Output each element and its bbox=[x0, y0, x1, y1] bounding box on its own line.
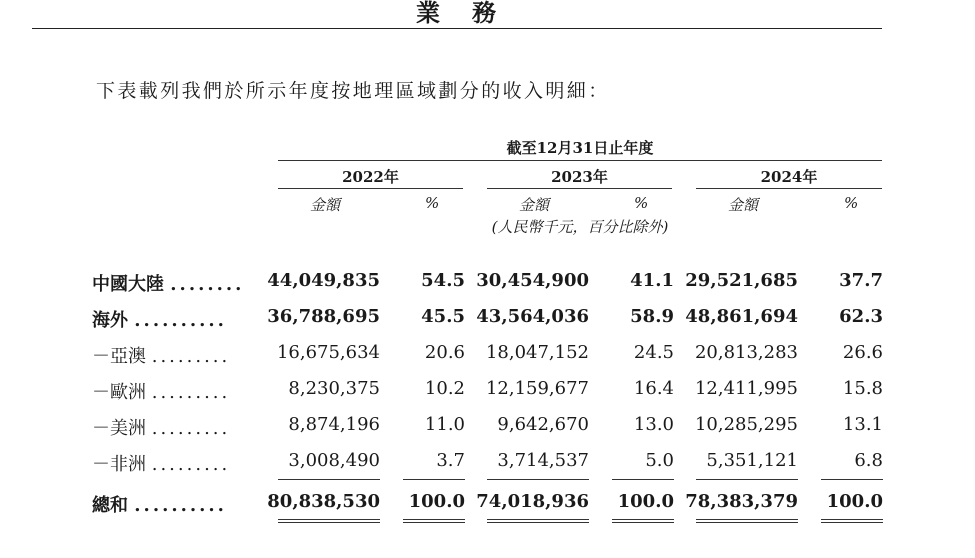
cell-amount-2024: 5,351,121 bbox=[706, 450, 798, 471]
cell-percent-2023: 13.0 bbox=[633, 414, 674, 435]
total-double-rule-2022-amount bbox=[278, 519, 380, 523]
region-name: －美洲 bbox=[92, 418, 146, 439]
row-label bbox=[92, 270, 244, 296]
cell-percent-2024: 62.3 bbox=[839, 306, 883, 327]
cell-percent-2022: 11.0 bbox=[424, 414, 465, 435]
period-header: 截至12月31日止年度 bbox=[506, 139, 654, 157]
region-name: 海外 bbox=[92, 310, 128, 331]
row-label bbox=[92, 491, 227, 517]
cell-percent-2024: 15.8 bbox=[842, 378, 883, 399]
year-2023-header: 2023年 bbox=[551, 168, 608, 186]
cell-percent-2023: 5.0 bbox=[645, 450, 674, 471]
year-2024-header: 2024年 bbox=[760, 168, 818, 186]
cell-amount-2023: 3,714,537 bbox=[497, 450, 589, 471]
cell-percent-2023: 100.0 bbox=[617, 491, 674, 512]
cell-amount-2024: 48,861,694 bbox=[685, 306, 798, 327]
dot-leader: ......... bbox=[151, 454, 231, 475]
region-name: －亞澳 bbox=[92, 346, 146, 367]
cell-amount-2022: 44,049,835 bbox=[267, 270, 380, 291]
total-double-rule-2024-percent bbox=[821, 519, 883, 523]
year-2022-header: 2022年 bbox=[342, 168, 399, 186]
cell-amount-2022: 8,874,196 bbox=[288, 414, 380, 435]
total-double-rule-2022-percent bbox=[403, 519, 465, 523]
cell-percent-2022: 100.0 bbox=[408, 491, 465, 512]
cell-amount-2022: 80,838,530 bbox=[267, 491, 380, 512]
section-title: 業務 bbox=[416, 0, 528, 27]
cell-percent-2022: 20.6 bbox=[424, 342, 465, 363]
row-label bbox=[92, 450, 230, 476]
period-rule bbox=[278, 160, 882, 161]
dot-leader: ......... bbox=[151, 418, 231, 439]
percent-header-2022: % bbox=[425, 194, 440, 212]
cell-percent-2024: 13.1 bbox=[842, 414, 883, 435]
cell-amount-2024: 12,411,995 bbox=[694, 378, 798, 399]
year-2023-rule bbox=[487, 188, 672, 189]
cell-amount-2023: 9,642,670 bbox=[497, 414, 589, 435]
cell-amount-2023: 30,454,900 bbox=[476, 270, 589, 291]
cell-percent-2023: 58.9 bbox=[630, 306, 674, 327]
amount-header-2024: 金額 bbox=[728, 196, 759, 214]
total-rule-2024-amount bbox=[696, 479, 798, 480]
cell-percent-2022: 10.2 bbox=[424, 378, 465, 399]
cell-percent-2024: 100.0 bbox=[826, 491, 883, 512]
cell-percent-2024: 26.6 bbox=[842, 342, 883, 363]
cell-amount-2023: 12,159,677 bbox=[485, 378, 589, 399]
year-2022-rule bbox=[278, 188, 463, 189]
dot-leader: .......... bbox=[134, 495, 227, 516]
cell-amount-2022: 3,008,490 bbox=[288, 450, 380, 471]
region-name: 中國大陸 bbox=[92, 274, 164, 295]
dot-leader: ........ bbox=[170, 274, 245, 295]
header-rule bbox=[32, 28, 882, 29]
cell-amount-2022: 16,675,634 bbox=[276, 342, 380, 363]
cell-percent-2024: 37.7 bbox=[839, 270, 883, 291]
cell-amount-2023: 18,047,152 bbox=[485, 342, 589, 363]
intro-text: 下表載列我們於所示年度按地理區域劃分的收入明細： bbox=[96, 80, 610, 102]
dot-leader: ......... bbox=[151, 382, 231, 403]
cell-percent-2022: 3.7 bbox=[436, 450, 465, 471]
cell-percent-2024: 6.8 bbox=[854, 450, 883, 471]
cell-percent-2022: 45.5 bbox=[421, 306, 465, 327]
total-double-rule-2023-percent bbox=[612, 519, 674, 523]
region-name: 總和 bbox=[92, 495, 128, 516]
cell-amount-2023: 74,018,936 bbox=[476, 491, 589, 512]
percent-header-2024: % bbox=[844, 194, 859, 212]
total-double-rule-2024-amount bbox=[696, 519, 798, 523]
percent-header-2023: % bbox=[634, 194, 649, 212]
region-name: －非洲 bbox=[92, 454, 146, 475]
dot-leader: .......... bbox=[134, 310, 227, 331]
unit-note: (人民幣千元，百分比除外) bbox=[491, 218, 669, 236]
amount-header-2023: 金額 bbox=[519, 196, 550, 214]
row-label bbox=[92, 342, 230, 368]
cell-amount-2024: 10,285,295 bbox=[694, 414, 798, 435]
amount-header-2022: 金額 bbox=[310, 196, 341, 214]
cell-percent-2023: 16.4 bbox=[633, 378, 674, 399]
cell-percent-2023: 24.5 bbox=[633, 342, 674, 363]
cell-amount-2022: 8,230,375 bbox=[288, 378, 380, 399]
total-double-rule-2023-amount bbox=[487, 519, 589, 523]
total-rule-2024-percent bbox=[821, 479, 883, 480]
cell-amount-2023: 43,564,036 bbox=[476, 306, 589, 327]
cell-amount-2022: 36,788,695 bbox=[267, 306, 380, 327]
cell-amount-2024: 78,383,379 bbox=[685, 491, 798, 512]
total-rule-2022-amount bbox=[278, 479, 380, 480]
cell-amount-2024: 29,521,685 bbox=[685, 270, 798, 291]
cell-percent-2022: 54.5 bbox=[421, 270, 465, 291]
region-name: －歐洲 bbox=[92, 382, 146, 403]
total-rule-2023-percent bbox=[612, 479, 674, 480]
row-label bbox=[92, 306, 227, 332]
row-label bbox=[92, 378, 230, 404]
total-rule-2023-amount bbox=[487, 479, 589, 480]
cell-percent-2023: 41.1 bbox=[630, 270, 674, 291]
dot-leader: ......... bbox=[151, 346, 231, 367]
row-label bbox=[92, 414, 230, 440]
total-rule-2022-percent bbox=[403, 479, 465, 480]
year-2024-rule bbox=[696, 188, 882, 189]
cell-amount-2024: 20,813,283 bbox=[694, 342, 798, 363]
